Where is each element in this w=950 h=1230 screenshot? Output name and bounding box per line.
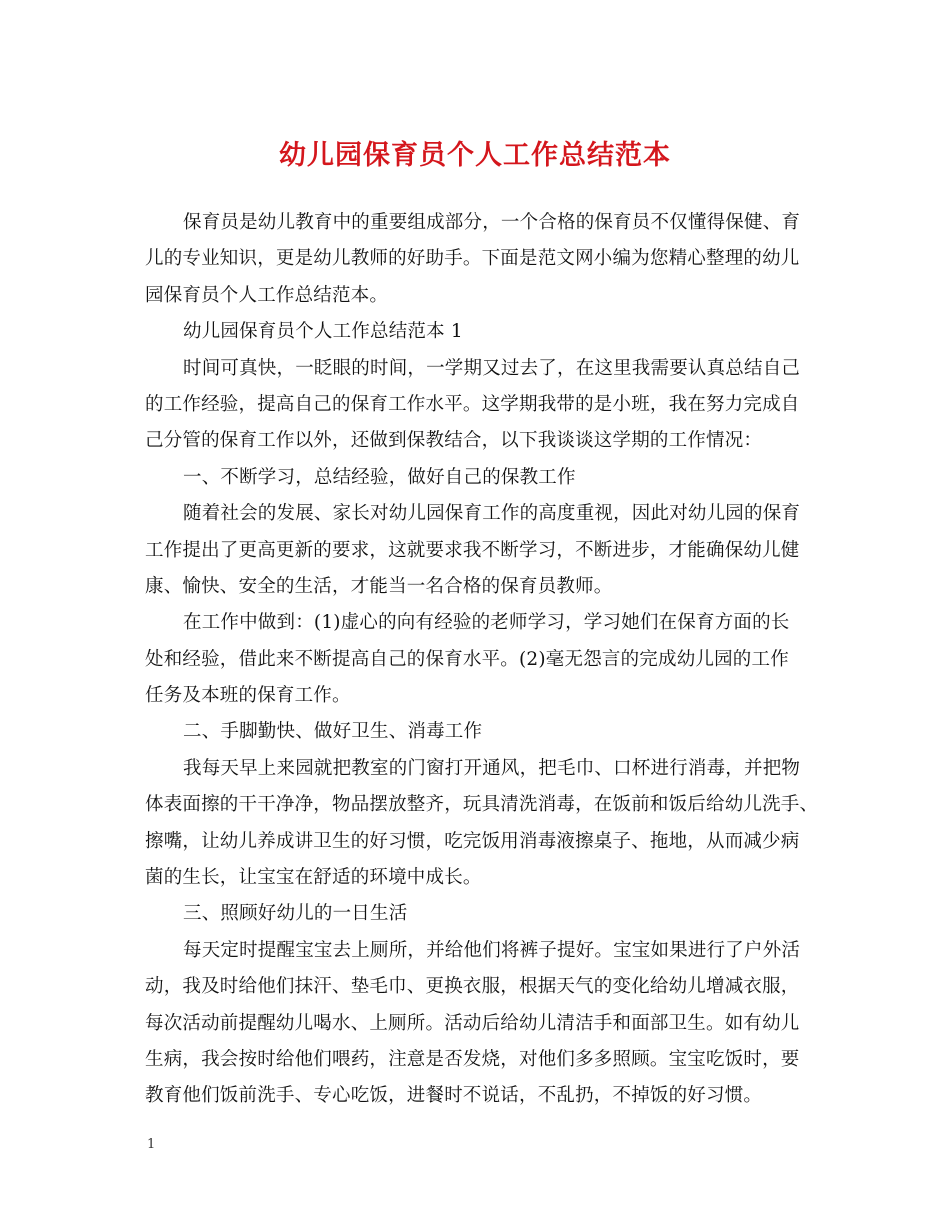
text-line: 保育员是幼儿教育中的重要组成部分，一个合格的保育员不仅懂得保健、育 xyxy=(183,212,801,233)
text-line: 体表面擦的干干净净，物品摆放整齐，玩具清洗消毒，在饭前和饭后给幼儿洗手、 xyxy=(145,794,819,816)
text-line: 生病，我会按时给他们喂药，注意是否发烧，对他们多多照顾。宝宝吃饭时，要 xyxy=(145,1048,800,1070)
text-line: 每次活动前提醒幼儿喝水、上厕所。活动后给幼儿清洁手和面部卫生。如有幼儿 xyxy=(145,1012,800,1034)
text-line: 工作提出了更高更新的要求，这就要求我不断学习，不断进步，才能确保幼儿健 xyxy=(145,539,800,561)
text-line: 二、手脚勤快、做好卫生、消毒工作 xyxy=(183,721,483,743)
text-line: 的工作经验，提高自己的保育工作水平。这学期我带的是小班，我在努力完成自 xyxy=(145,393,800,415)
text-line: 己分管的保育工作以外，还做到保教结合，以下我谈谈这学期的工作情况： xyxy=(145,430,763,452)
text-line: 动，我及时给他们抹汗、垫毛巾、更换衣服，根据天气的变化给幼儿增减衣服， xyxy=(145,976,800,998)
text-line: 我每天早上来园就把教室的门窗打开通风，把毛巾、口杯进行消毒，并把物 xyxy=(183,757,801,779)
text-line: 幼儿园保育员个人工作总结范本 1 xyxy=(183,321,463,343)
page-number: 1 xyxy=(147,1137,156,1152)
document-title: 幼儿园保育员个人工作总结范本 xyxy=(279,140,671,171)
text-line: 随着社会的发展、家长对幼儿园保育工作的高度重视，因此对幼儿园的保育 xyxy=(183,503,801,525)
text-line: 一、不断学习，总结经验，做好自己的保教工作 xyxy=(183,466,576,488)
text-line: 在工作中做到：(1)虚心的向有经验的老师学习，学习她们在保育方面的长 xyxy=(183,612,790,634)
text-line: 处和经验，借此来不断提高自己的保育水平。(2)毫无怨言的完成幼儿园的工作 xyxy=(145,648,789,670)
text-line: 园保育员个人工作总结范本。 xyxy=(145,284,389,306)
text-line: 菌的生长，让宝宝在舒适的环境中成长。 xyxy=(145,867,482,889)
text-line: 时间可真快，一眨眼的时间，一学期又过去了，在这里我需要认真总结自己 xyxy=(183,357,801,379)
text-line: 任务及本班的保育工作。 xyxy=(145,685,351,707)
document-body xyxy=(145,205,819,1115)
text-line: 儿的专业知识，更是幼儿教师的好助手。下面是范文网小编为您精心整理的幼儿 xyxy=(145,248,800,270)
text-line: 教育他们饭前洗手、专心吃饭，进餐时不说话，不乱扔，不掉饭的好习惯。 xyxy=(145,1085,763,1107)
text-line: 康、愉快、安全的生活，才能当一名合格的保育员教师。 xyxy=(145,575,613,597)
text-line: 每天定时提醒宝宝去上厕所，并给他们将裤子提好。宝宝如果进行了户外活 xyxy=(183,939,801,961)
text-line: 擦嘴，让幼儿养成讲卫生的好习惯，吃完饭用消毒液擦桌子、拖地，从而减少病 xyxy=(145,830,800,852)
text-line: 三、照顾好幼儿的一日生活 xyxy=(183,903,408,925)
